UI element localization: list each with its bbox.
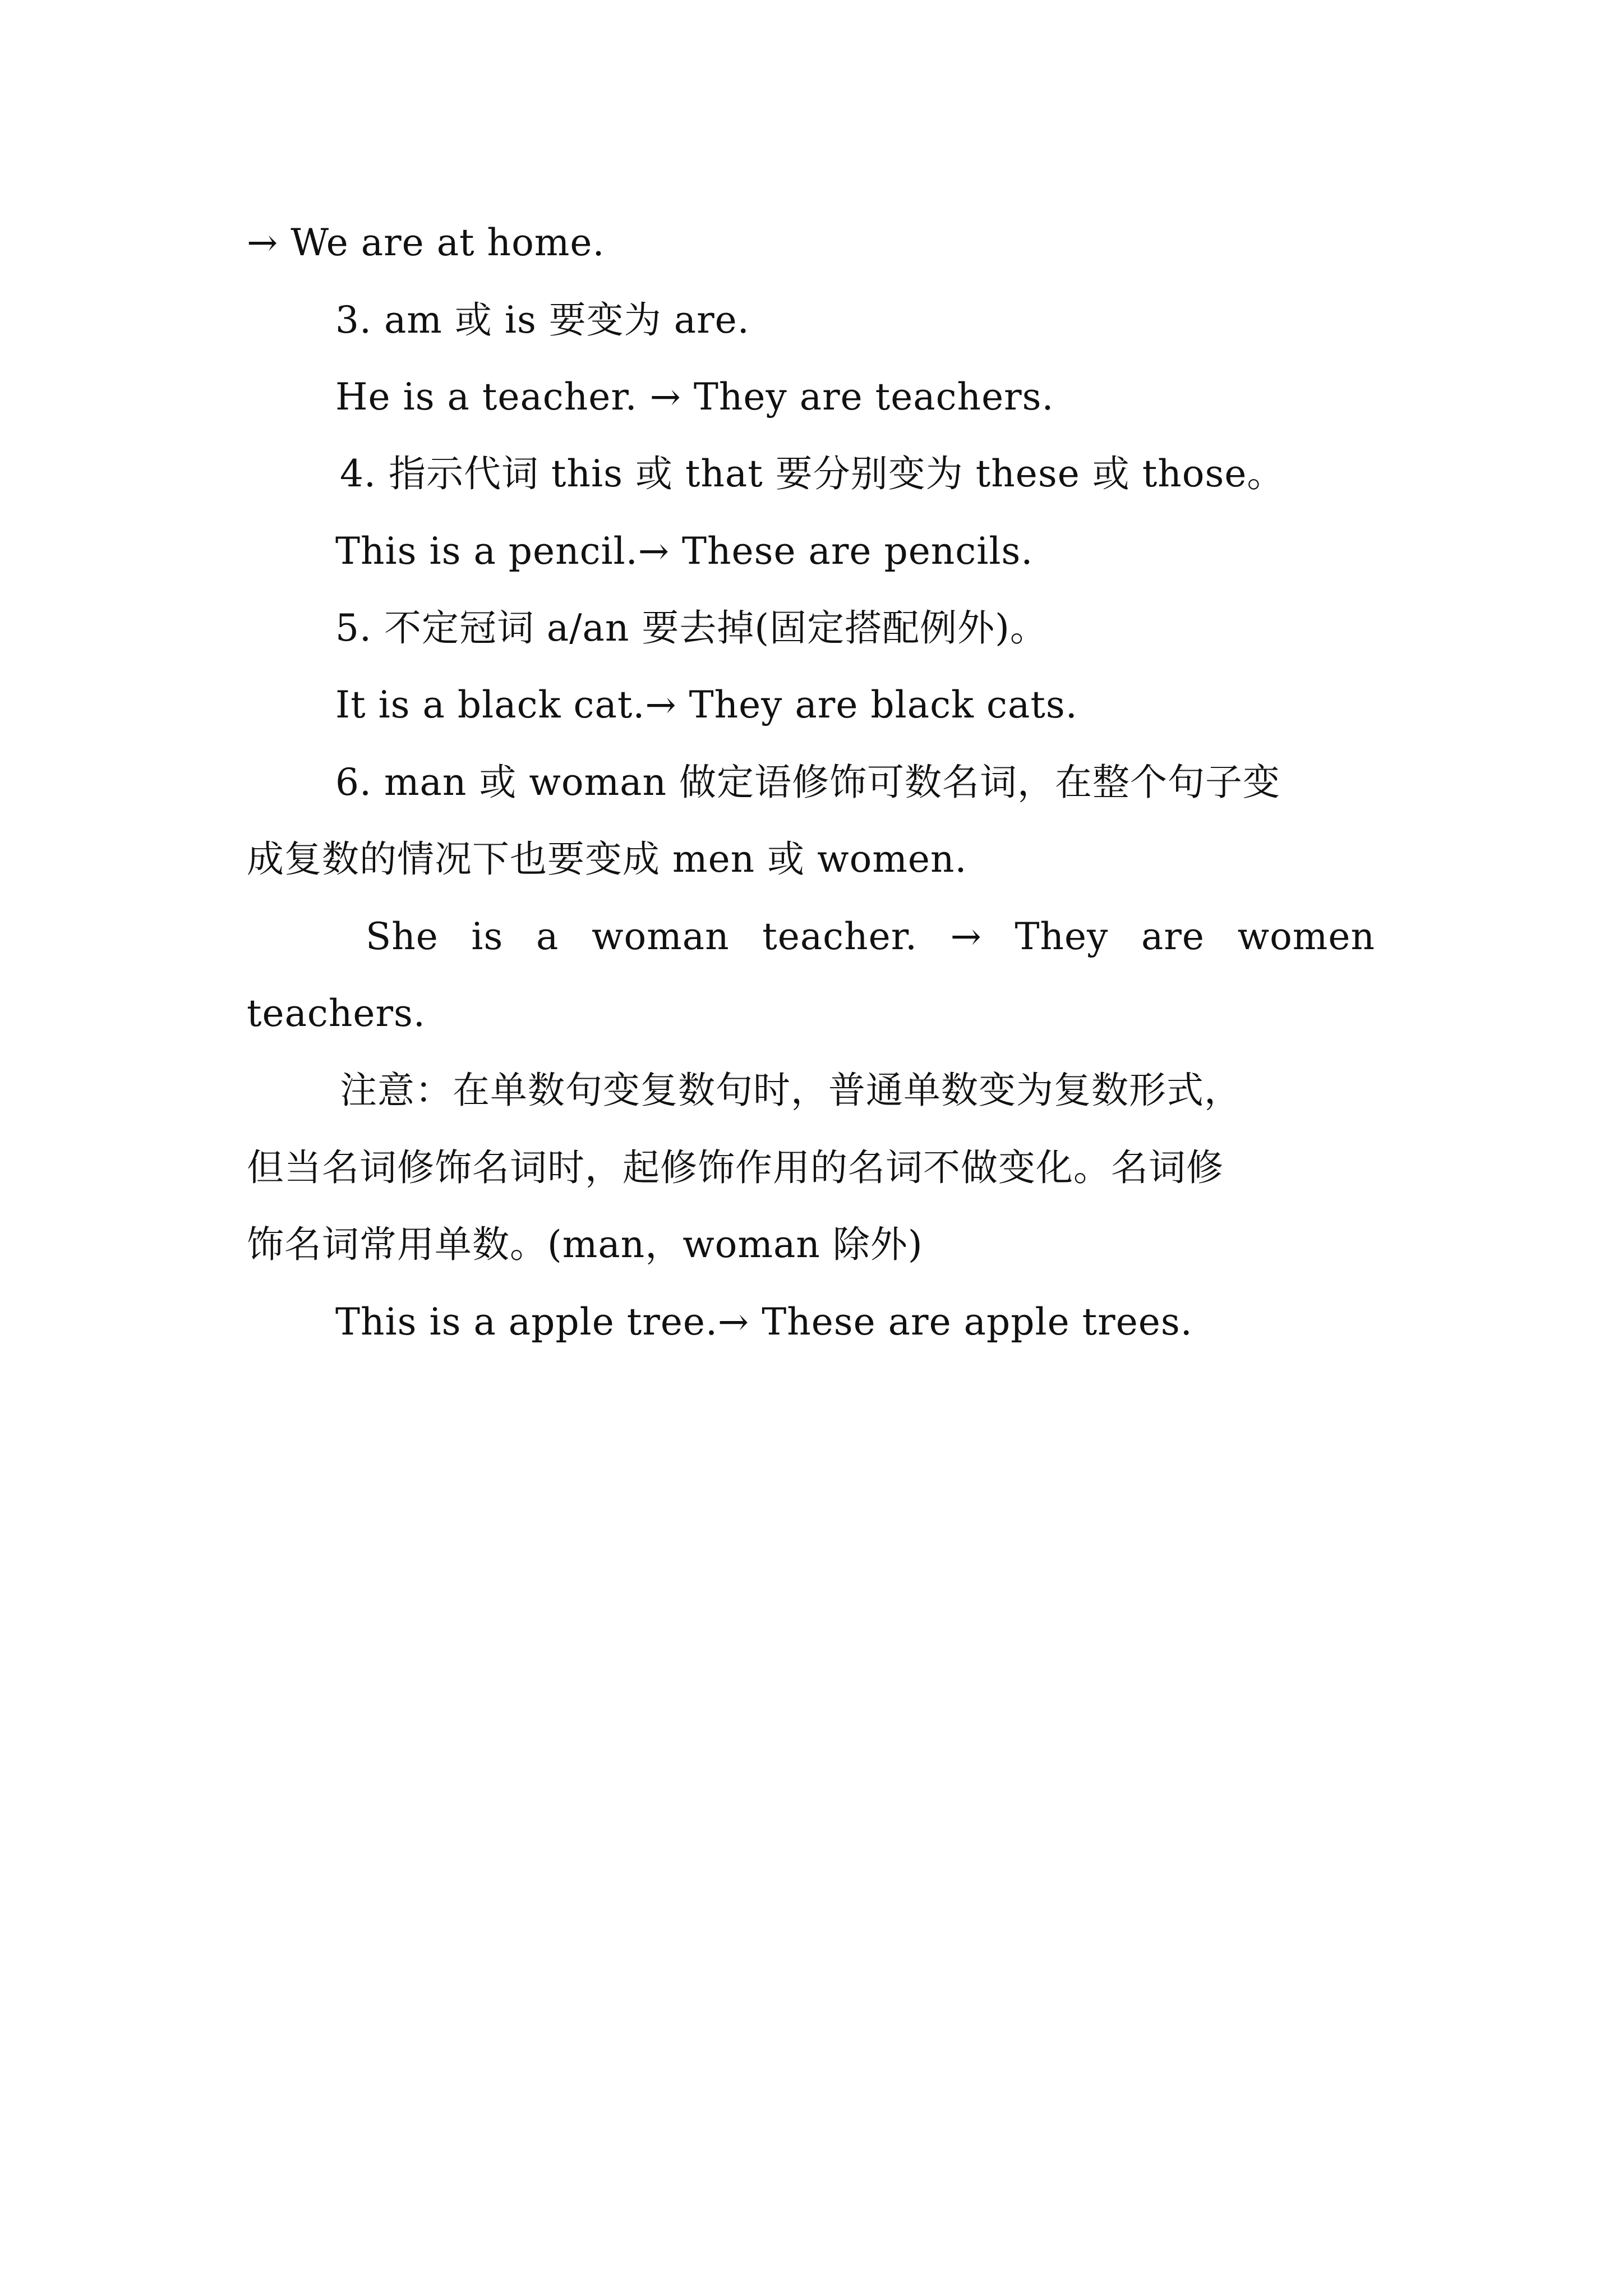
text-line: 注意：在单数句变复数句时，普通单数变为复数形式， xyxy=(340,1069,1242,1112)
word: woman xyxy=(591,915,730,958)
text-line: 饰名词常用单数。(man，woman 除外) xyxy=(247,1223,923,1266)
text-line: 但当名词修饰名词时，起修饰作用的名词不做变化。名词修 xyxy=(247,1146,1224,1189)
justified-example-line xyxy=(366,915,1375,958)
text-line: 3. am 或 is 要变为 are. xyxy=(335,298,750,342)
text-line: This is a apple tree.→ These are apple trees. xyxy=(335,1300,1193,1343)
word: teacher. xyxy=(762,915,917,958)
text-line: 5. 不定冠词 a/an 要去掉(固定搭配例外)。 xyxy=(335,606,1048,650)
word: is xyxy=(471,915,504,958)
text-line: → We are at home. xyxy=(247,221,605,264)
arrow-symbol: → xyxy=(950,915,982,958)
word: women xyxy=(1237,915,1375,958)
word: She xyxy=(366,915,439,958)
text-line: He is a teacher. → They are teachers. xyxy=(335,375,1054,418)
text-line: teachers. xyxy=(247,992,426,1035)
word: They xyxy=(1015,915,1109,958)
text-line: 4. 指示代词 this 或 that 要分别变为 these 或 those。 xyxy=(340,452,1285,495)
word: a xyxy=(536,915,559,958)
text-line: 成复数的情况下也要变成 men 或 women. xyxy=(247,838,967,881)
text-line: 6. man 或 woman 做定语修饰可数名词，在整个句子变 xyxy=(335,761,1280,804)
text-line: It is a black cat.→ They are black cats. xyxy=(335,683,1078,726)
word: are xyxy=(1141,915,1205,958)
text-line: This is a pencil.→ These are pencils. xyxy=(335,530,1034,573)
